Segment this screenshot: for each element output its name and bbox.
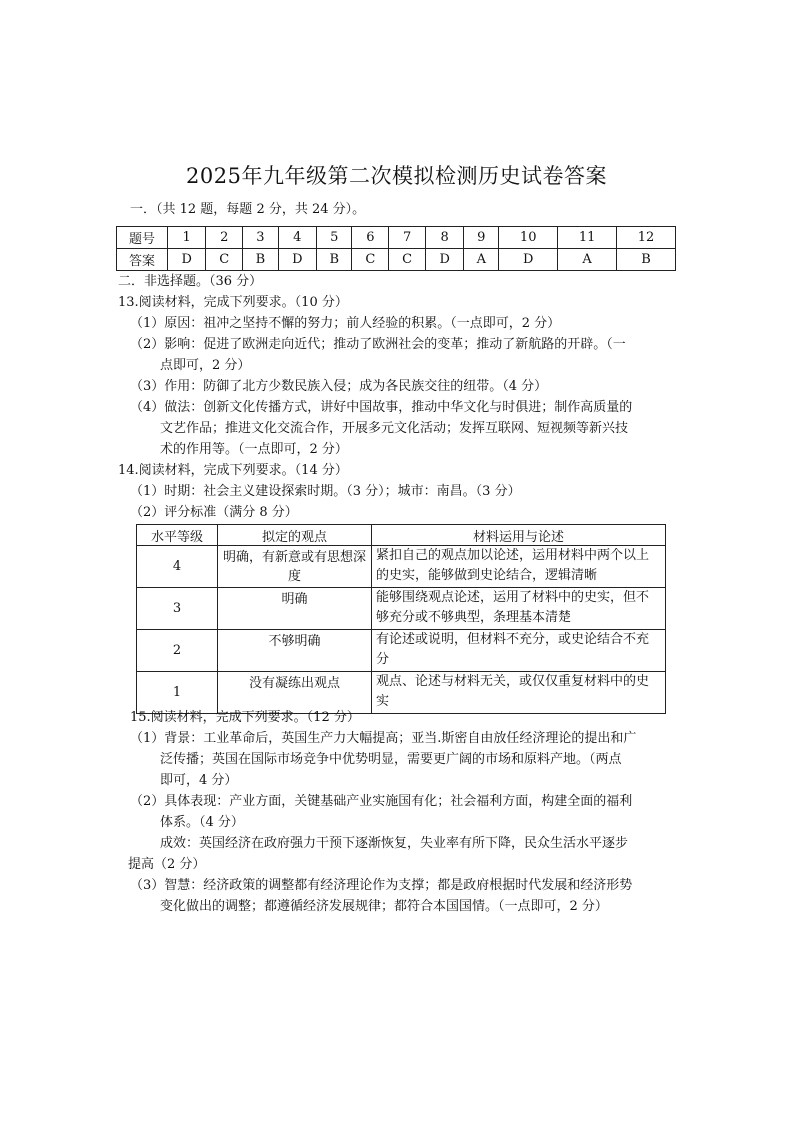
q15-part2-line4: 提高（2 分） bbox=[128, 857, 206, 872]
answer-cell: D bbox=[499, 249, 558, 271]
question-number-cell: 8 bbox=[425, 227, 463, 249]
rubric-desc: 能够围绕观点论述，运用了材料中的史实，但不够充分或不够典型，条理基本清楚 bbox=[372, 588, 666, 630]
q14-part2: （2）评分标准（满分 8 分） bbox=[130, 505, 298, 520]
rubric-row bbox=[137, 546, 666, 588]
answer-cell: B bbox=[317, 249, 352, 271]
rubric-header-level: 水平等级 bbox=[137, 525, 218, 546]
question-number-cell: 9 bbox=[464, 227, 499, 249]
rubric-view: 没有凝练出观点 bbox=[218, 672, 372, 714]
row-label-number: 题号 bbox=[117, 227, 168, 249]
q15-part3-line2: 变化做出的调整；都遵循经济发展规律；都符合本国国情。（一点即可，2 分） bbox=[160, 899, 608, 914]
question-number-cell: 2 bbox=[206, 227, 243, 249]
q13-part3: （3）作用：防御了北方少数民族入侵；成为各民族交往的纽带。（4 分） bbox=[130, 379, 548, 394]
rubric-desc: 观点、论述与材料无关，或仅仅重复材料中的史实 bbox=[372, 672, 666, 714]
q14-title: 14.阅读材料，完成下列要求。（14 分） bbox=[118, 463, 348, 478]
q15-part1-line2: 泛传播；英国在国际市场竞争中优势明显，需要更广阔的市场和原料产地。（两点 bbox=[160, 752, 622, 767]
answer-table-number-row bbox=[117, 227, 676, 249]
question-number-cell: 12 bbox=[617, 227, 676, 249]
q15-part3-line1: （3）智慧：经济政策的调整都有经济理论作为支撑；都是政府根据时代发展和经济形势 bbox=[130, 878, 633, 893]
rubric-view: 明确 bbox=[218, 588, 372, 630]
answer-cell: D bbox=[168, 249, 206, 271]
answer-table-answer-row bbox=[117, 249, 676, 271]
answer-cell: C bbox=[389, 249, 426, 271]
rubric-header-desc: 材料运用与论述 bbox=[372, 525, 666, 546]
answer-cell: C bbox=[352, 249, 389, 271]
rubric-desc: 有论述或说明，但材料不充分，或史论结合不充分 bbox=[372, 630, 666, 672]
answer-cell: A bbox=[464, 249, 499, 271]
q13-part2-line1: （2）影响：促进了欧洲走向近代；推动了欧洲社会的变革；推动了新航路的开辟。（一 bbox=[130, 337, 626, 352]
rubric-header-row bbox=[137, 525, 666, 546]
rubric-level: 1 bbox=[137, 672, 218, 714]
rubric-table bbox=[136, 524, 666, 714]
q15-part1-line3: 即可，4 分） bbox=[160, 773, 238, 788]
q14-part1: （1）时期：社会主义建设探索时期。（3 分）；城市：南昌。（3 分） bbox=[130, 484, 521, 499]
section1-heading: 一．（共 12 题，每题 2 分，共 24 分）。 bbox=[130, 202, 366, 217]
q15-part2-line1: （2）具体表现：产业方面，关键基础产业实施国有化；社会福利方面，构建全面的福利 bbox=[130, 794, 633, 809]
rubric-view: 明确，有新意或有思想深度 bbox=[218, 546, 372, 588]
answer-cell: B bbox=[243, 249, 278, 271]
answer-table bbox=[116, 226, 676, 271]
question-number-cell: 4 bbox=[278, 227, 316, 249]
question-number-cell: 1 bbox=[168, 227, 206, 249]
q13-part1: （1）原因：祖冲之坚持不懈的努力；前人经验的积累。（一点即可，2 分） bbox=[130, 316, 561, 331]
q15-title: 15.阅读材料，完成下列要求。（12 分） bbox=[130, 710, 360, 725]
rubric-header-view: 拟定的观点 bbox=[218, 525, 372, 546]
page-title: 2025年九年级第二次模拟检测历史试卷答案 bbox=[186, 164, 607, 188]
answer-cell: C bbox=[206, 249, 243, 271]
rubric-level: 3 bbox=[137, 588, 218, 630]
question-number-cell: 11 bbox=[558, 227, 617, 249]
q13-part4-line2: 文艺作品；推进文化交流合作，开展多元文化活动；发挥互联网、短视频等新兴技 bbox=[160, 421, 629, 436]
rubric-row bbox=[137, 630, 666, 672]
question-number-cell: 5 bbox=[317, 227, 352, 249]
answer-cell: B bbox=[617, 249, 676, 271]
section2-heading: 二．非选择题。（36 分） bbox=[118, 274, 263, 289]
q13-part4-line3: 术的作用等。（一点即可，2 分） bbox=[160, 442, 348, 457]
rubric-level: 4 bbox=[137, 546, 218, 588]
rubric-row bbox=[137, 588, 666, 630]
answer-cell: D bbox=[278, 249, 316, 271]
row-label-answer: 答案 bbox=[117, 249, 168, 271]
question-number-cell: 6 bbox=[352, 227, 389, 249]
q15-part2-line2: 体系。（4 分） bbox=[160, 815, 244, 830]
q15-part2-line3: 成效：英国经济在政府强力干预下逐渐恢复，失业率有所下降，民众生活水平逐步 bbox=[160, 836, 629, 851]
question-number-cell: 10 bbox=[499, 227, 558, 249]
answer-cell: A bbox=[558, 249, 617, 271]
rubric-level: 2 bbox=[137, 630, 218, 672]
q13-part4-line1: （4）做法：创新文化传播方式，讲好中国故事，推动中华文化与时俱进；制作高质量的 bbox=[130, 400, 633, 415]
rubric-desc: 紧扣自己的观点加以论述，运用材料中两个以上的史实，能够做到史论结合，逻辑清晰 bbox=[372, 546, 666, 588]
answer-cell: D bbox=[425, 249, 463, 271]
q13-part2-line2: 点即可，2 分） bbox=[160, 358, 251, 373]
q13-title: 13.阅读材料，完成下列要求。（10 分） bbox=[118, 295, 348, 310]
question-number-cell: 3 bbox=[243, 227, 278, 249]
rubric-view: 不够明确 bbox=[218, 630, 372, 672]
q15-part1-line1: （1）背景：工业革命后，英国生产力大幅提高；亚当.斯密自由放任经济理论的提出和广 bbox=[130, 731, 637, 746]
question-number-cell: 7 bbox=[389, 227, 426, 249]
